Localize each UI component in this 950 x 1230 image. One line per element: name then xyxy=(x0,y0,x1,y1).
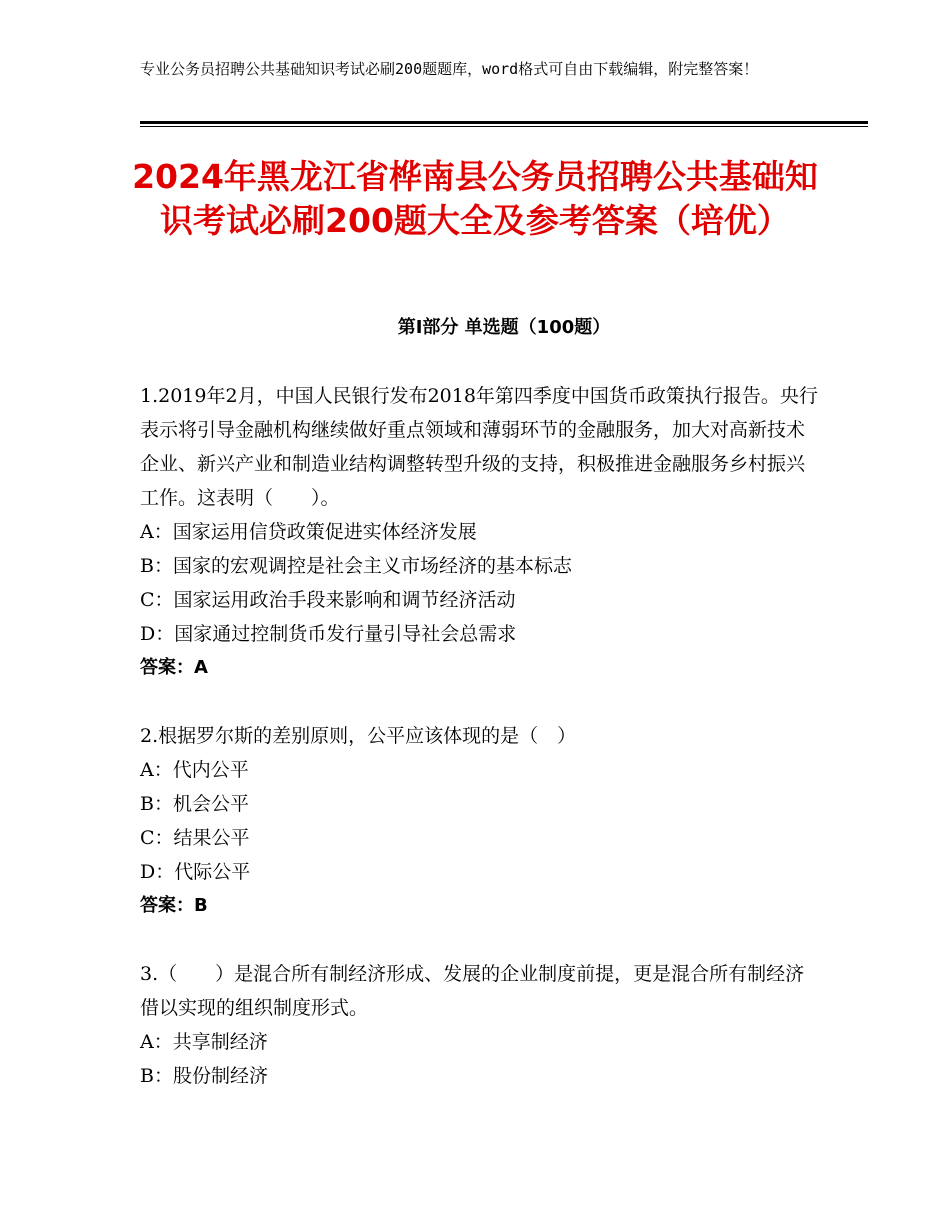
section-title: 第Ⅰ部分 单选题（100题） xyxy=(397,317,611,338)
option-a: A：代内公平 xyxy=(140,759,249,781)
answer: 答案：B xyxy=(140,895,208,916)
question-list xyxy=(140,379,820,1093)
question-stem: 3.（ ）是混合所有制经济形成、发展的企业制度前提，更是混合所有制经济借以实现的组织制度形式。 xyxy=(140,963,805,1019)
option-a: A：共享制经济 xyxy=(140,1031,268,1053)
option-d: D：国家通过控制货币发行量引导社会总需求 xyxy=(140,623,517,645)
header-rule-thin xyxy=(140,126,868,127)
question-stem: 1.2019年2月，中国人民银行发布2018年第四季度中国货币政策执行报告。央行表示将引导金融机构继续做好重点领域和薄弱环节的金融服务，加大对高新技术企业、新兴产业和制造业结构调整转型升级的支持，积极推进金融服务乡村振兴工作。这表明（ ）。 xyxy=(140,385,818,509)
question-1 xyxy=(140,379,820,685)
question-3 xyxy=(140,957,820,1093)
option-b: B：股份制经济 xyxy=(140,1065,268,1087)
question-stem: 2.根据罗尔斯的差别原则，公平应该体现的是（ ） xyxy=(140,725,577,747)
answer: 答案：A xyxy=(140,657,208,678)
option-d: D：代际公平 xyxy=(140,861,251,883)
question-spacer xyxy=(140,923,820,957)
option-c: C：结果公平 xyxy=(140,827,250,849)
option-b: B：机会公平 xyxy=(140,793,249,815)
option-c: C：国家运用政治手段来影响和调节经济活动 xyxy=(140,589,516,611)
option-a: A：国家运用信贷政策促进实体经济发展 xyxy=(140,521,477,543)
question-spacer xyxy=(140,685,820,719)
document-title: 2024年黑龙江省桦南县公务员招聘公共基础知识考试必刷200题大全及参考答案（培优） xyxy=(132,157,818,240)
option-b: B：国家的宏观调控是社会主义市场经济的基本标志 xyxy=(140,555,572,577)
question-2 xyxy=(140,719,820,923)
header-note: 专业公务员招聘公共基础知识考试必刷200题题库，word格式可自由下载编辑，附完整答案！ xyxy=(140,60,759,78)
header-rule-thick xyxy=(140,121,868,124)
